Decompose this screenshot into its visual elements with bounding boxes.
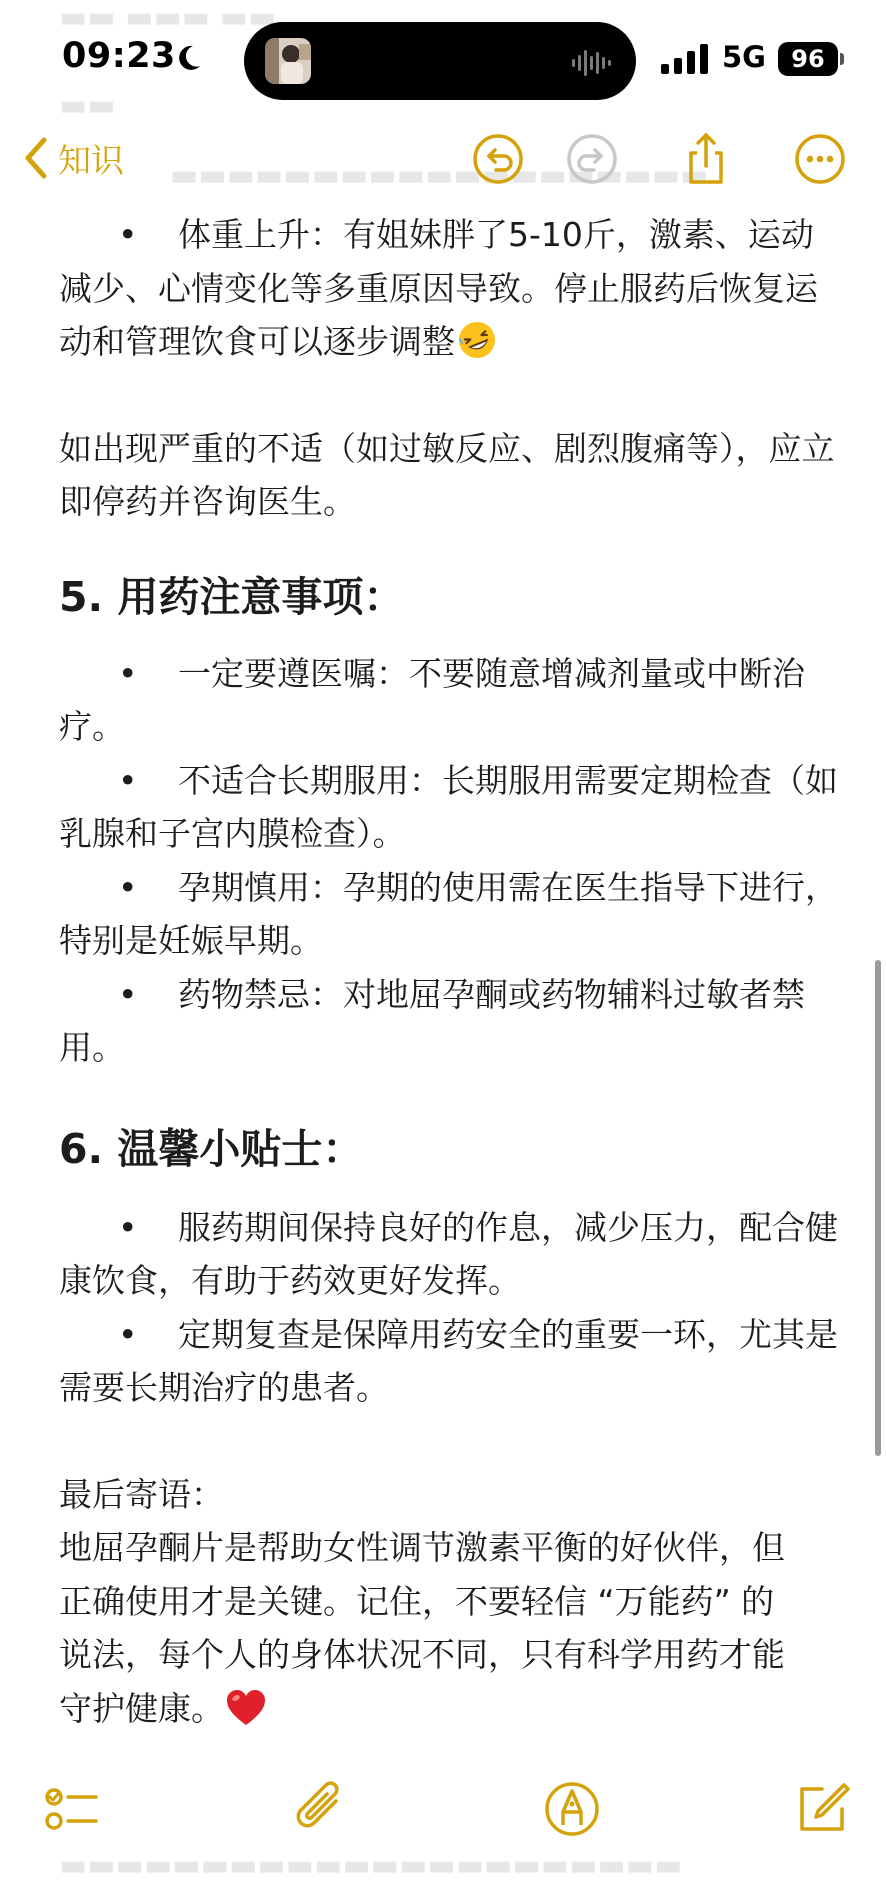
note-body[interactable] <box>59 208 839 1735</box>
markup-icon[interactable] <box>542 1779 602 1839</box>
scrolled-under-text: ▬▬▬▬▬▬▬▬▬▬▬▬▬▬▬▬▬▬▬▬▬▬ <box>59 1848 683 1883</box>
audio-wave-icon <box>572 48 612 78</box>
list-item <box>59 968 839 1075</box>
list-item-text: 孕期慎用：孕期的使用需在医生指导下进行，特别是妊娠早期。 <box>59 867 838 960</box>
status-time: 09:23 <box>62 36 176 76</box>
chevron-left-icon <box>24 137 48 179</box>
closing-line: 说法，每个人的身体状况不同，只有科学用药才能 <box>59 1635 785 1674</box>
closing-line-text: 守护健康。 <box>59 1688 224 1728</box>
battery-cap <box>840 53 844 65</box>
scrolled-under-text: ▬▬ ▬▬▬ ▬▬ <box>59 0 277 35</box>
battery-level: 96 <box>791 45 825 73</box>
closing-title: 最后寄语： <box>59 1474 224 1514</box>
scrolled-under-text: ▬▬ <box>59 88 116 123</box>
list-item <box>59 1308 839 1415</box>
list-item-text: 服药期间保持良好的作息，减少压力，配合健康饮食，有助于药效更好发挥。 <box>59 1207 838 1300</box>
cellular-signal-icon <box>661 44 709 74</box>
paperclip-icon[interactable] <box>292 1779 352 1839</box>
list-item <box>59 754 839 861</box>
moon-icon <box>176 44 202 72</box>
list-item <box>59 861 839 968</box>
redo-icon[interactable] <box>564 131 620 187</box>
dynamic-island[interactable] <box>244 22 636 100</box>
list-item <box>59 647 839 754</box>
bullet: • <box>118 1314 138 1354</box>
more-icon[interactable] <box>792 131 848 187</box>
scrollbar[interactable] <box>875 960 881 1456</box>
list-item <box>59 208 839 369</box>
undo-icon[interactable] <box>470 131 526 187</box>
share-icon[interactable] <box>678 131 734 187</box>
list-item-text: 定期复查是保障用药安全的重要一环，尤其是需要长期治疗的患者。 <box>59 1314 838 1407</box>
section-heading: 5. 用药注意事项： <box>59 572 405 621</box>
bullet: • <box>118 974 138 1014</box>
list-item-text: 体重上升：有姐妹胖了5-10斤，激素、运动减少、心情变化等多重原因导致。停止服药后恢复运动和管理饮食可以逐步调整 <box>59 215 818 361</box>
nav-bar <box>0 122 886 194</box>
list-item <box>59 1201 839 1308</box>
bullet: • <box>118 760 138 800</box>
checklist-icon[interactable] <box>42 1779 102 1839</box>
network-type: 5G <box>722 40 766 74</box>
bullet: • <box>118 215 138 254</box>
list-item-text: 一定要遵医嘱：不要随意增减剂量或中断治疗。 <box>59 653 805 746</box>
bullet: • <box>118 867 138 907</box>
compose-icon[interactable] <box>792 1779 852 1839</box>
list-item-text: 药物禁忌：对地屈孕酮或药物辅料过敏者禁用。 <box>59 974 805 1067</box>
warning-paragraph: 如出现严重的不适（如过敏反应、剧烈腹痛等），应立即停药并咨询医生。 <box>59 428 835 521</box>
scrolled-under-text: ▬▬▬▬▬▬▬▬▬▬▬▬▬▬▬▬▬▬▬ <box>170 158 709 193</box>
now-playing-artwork-icon <box>265 38 311 84</box>
closing-line: 正确使用才是关键。记住，不要轻信 “万能药” 的 <box>59 1581 775 1621</box>
bullet: • <box>118 653 138 693</box>
battery-icon <box>778 42 838 76</box>
red-heart-icon <box>226 1689 266 1727</box>
section-heading: 6. 温馨小贴士： <box>59 1124 364 1173</box>
closing-line <box>59 1682 839 1736</box>
back-label: 知识 <box>58 140 124 180</box>
back-button[interactable] <box>24 130 124 186</box>
bullet: • <box>118 1207 138 1247</box>
list-item-text: 不适合长期服用：长期服用需要定期检查（如乳腺和子宫内膜检查）。 <box>59 760 838 853</box>
closing-line: 地屈孕酮片是帮助女性调节激素平衡的好伙伴，但 <box>59 1528 785 1567</box>
rofl-emoji-icon <box>457 320 497 360</box>
